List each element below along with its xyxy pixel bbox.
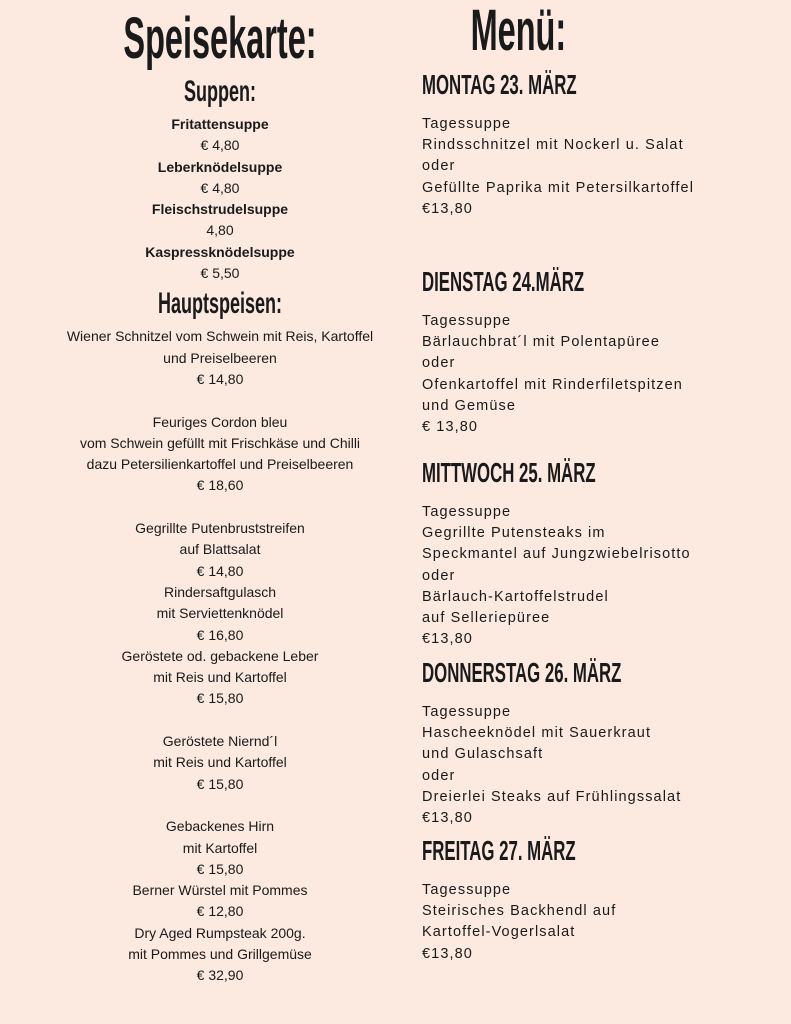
- main-dish-line: Gegrillte Putenbruststreifen: [135, 520, 305, 537]
- day-menu-line: €13,80: [422, 631, 473, 648]
- soup-name: Fritattensuppe: [171, 116, 269, 132]
- day-menu-line: Tagessuppe: [422, 504, 512, 520]
- day-menu-line: Bärlauch-Kartoffelstrudel: [422, 588, 609, 605]
- main-dish: [20, 923, 420, 987]
- main-dish-line: Dry Aged Rumpsteak 200g.: [134, 924, 306, 941]
- main-dish-line: mit Reis und Kartoffel: [153, 754, 287, 771]
- main-dish: [20, 518, 420, 582]
- main-dish-price: € 15,80: [196, 690, 244, 707]
- day-title: FREITAG 27. MÄRZ: [422, 835, 576, 866]
- main-dish-line: und Preiselbeeren: [163, 349, 277, 366]
- main-dish-line: dazu Petersilienkartoffel und Preiselbeeren: [86, 456, 354, 473]
- soup-list: [20, 114, 420, 284]
- day-title: DONNERSTAG 26. MÄRZ: [422, 657, 622, 688]
- day-menu-line: oder: [422, 567, 456, 584]
- day-menu: [422, 458, 782, 650]
- main-dish: [20, 582, 420, 646]
- main-dish-line: Feuriges Cordon bleu: [152, 413, 288, 430]
- soup-name: Kaspressknödelsuppe: [145, 243, 295, 260]
- main-dish-line: Rindersaftgulasch: [163, 583, 277, 600]
- main-dish-price: € 16,80: [196, 626, 244, 643]
- main-dish-price: € 32,90: [196, 967, 244, 984]
- day-menu: [422, 836, 782, 965]
- main-dish-line: Gebackenes Hirn: [165, 818, 275, 835]
- main-dish-line: vom Schwein gefüllt mit Frischkäse und Chilli: [79, 434, 361, 451]
- main-dish: [20, 880, 420, 923]
- soup-price: € 5,50: [200, 265, 240, 282]
- menu-column: [420, 0, 780, 962]
- main-dish: [20, 326, 420, 411]
- main-dish-line: auf Blattsalat: [179, 541, 261, 558]
- speisekarte-column: [20, 0, 420, 987]
- day-menu-line: Steirisches Backhendl auf: [422, 903, 617, 920]
- day-menu-line: Ofenkartoffel mit Rinderfiletspitzen: [422, 376, 683, 393]
- day-menu-line: Tagessuppe: [422, 704, 512, 720]
- main-dish-price: € 14,80: [196, 370, 244, 387]
- main-dish-line: mit Pommes und Grillgemüse: [128, 945, 312, 962]
- main-dish: [20, 646, 420, 731]
- main-dish-line: mit Serviettenknödel: [156, 605, 284, 622]
- day-menu-line: €13,80: [422, 945, 473, 962]
- day-menu-line: und Gemüse: [422, 397, 517, 414]
- day-menu-line: €13,80: [422, 810, 473, 827]
- day-title: DIENSTAG 24.MÄRZ: [422, 266, 585, 297]
- main-dish-price: € 14,80: [196, 562, 244, 579]
- main-dish-price: € 15,80: [196, 775, 244, 792]
- main-dish-price: € 18,60: [196, 477, 244, 494]
- day-menu-line: oder: [422, 767, 456, 784]
- day-title: MONTAG 23. MÄRZ: [422, 69, 577, 100]
- main-dish-line: Berner Würstel mit Pommes: [132, 882, 308, 899]
- main-dish: [20, 412, 420, 518]
- day-menu-line: Tagessuppe: [422, 882, 512, 898]
- day-menu: [422, 658, 782, 829]
- day-menu: [422, 70, 782, 220]
- hauptspeisen-heading: Hauptspeisen:: [157, 287, 283, 321]
- day-menu-line: auf Selleriepüree: [422, 610, 551, 627]
- mains-list: [20, 326, 420, 986]
- soup-name: Leberknödelsuppe: [157, 158, 283, 175]
- day-menu-line: oder: [422, 158, 456, 175]
- day-menu-line: und Gulaschsaft: [422, 746, 544, 763]
- main-dish: [20, 816, 420, 880]
- main-dish: [20, 731, 420, 816]
- main-dish-line: Geröstete od. gebackene Leber: [121, 647, 319, 664]
- day-menu-line: Kartoffel-Vogerlsalat: [422, 924, 576, 941]
- day-menu-line: Gegrillte Putensteaks im: [422, 525, 606, 542]
- day-menu-line: Hascheeknödel mit Sauerkraut: [422, 725, 652, 742]
- day-menu-line: € 13,80: [422, 419, 479, 436]
- main-dish-line: mit Reis und Kartoffel: [153, 669, 287, 686]
- day-menu-line: Gefüllte Paprika mit Petersilkartoffel: [422, 179, 695, 196]
- day-menu-line: €13,80: [422, 200, 473, 217]
- day-menu: [422, 267, 782, 438]
- menu-title: Menü:: [470, 0, 567, 63]
- day-menu-line: Tagessuppe: [422, 116, 512, 132]
- day-menu-line: Tagessuppe: [422, 313, 512, 329]
- day-menu-line: Speckmantel auf Jungzwiebelrisotto: [422, 546, 691, 563]
- main-dish-price: € 15,80: [196, 860, 244, 877]
- soup-name: Fleischstrudelsuppe: [151, 201, 289, 218]
- soup-price: 4,80: [206, 222, 234, 239]
- speisekarte-title: Speisekarte:: [123, 6, 317, 71]
- main-dish-price: € 12,80: [196, 903, 244, 920]
- main-dish-line: Wiener Schnitzel vom Schwein mit Reis, Kartoffel: [66, 328, 374, 345]
- day-title: MITTWOCH 25. MÄRZ: [422, 457, 596, 488]
- day-menu-line: Dreierlei Steaks auf Frühlingssalat: [422, 788, 682, 805]
- suppen-heading: Suppen:: [184, 75, 256, 108]
- day-menu-line: Bärlauchbrat´l mit Polentapüree: [422, 334, 661, 351]
- main-dish-line: Geröstete Niernd´l: [162, 733, 278, 750]
- day-menu-line: oder: [422, 355, 456, 372]
- soup-price: € 4,80: [200, 137, 240, 154]
- soup-price: € 4,80: [200, 179, 240, 196]
- day-menu-line: Rindsschnitzel mit Nockerl u. Salat: [422, 137, 684, 154]
- main-dish-line: mit Kartoffel: [182, 839, 258, 856]
